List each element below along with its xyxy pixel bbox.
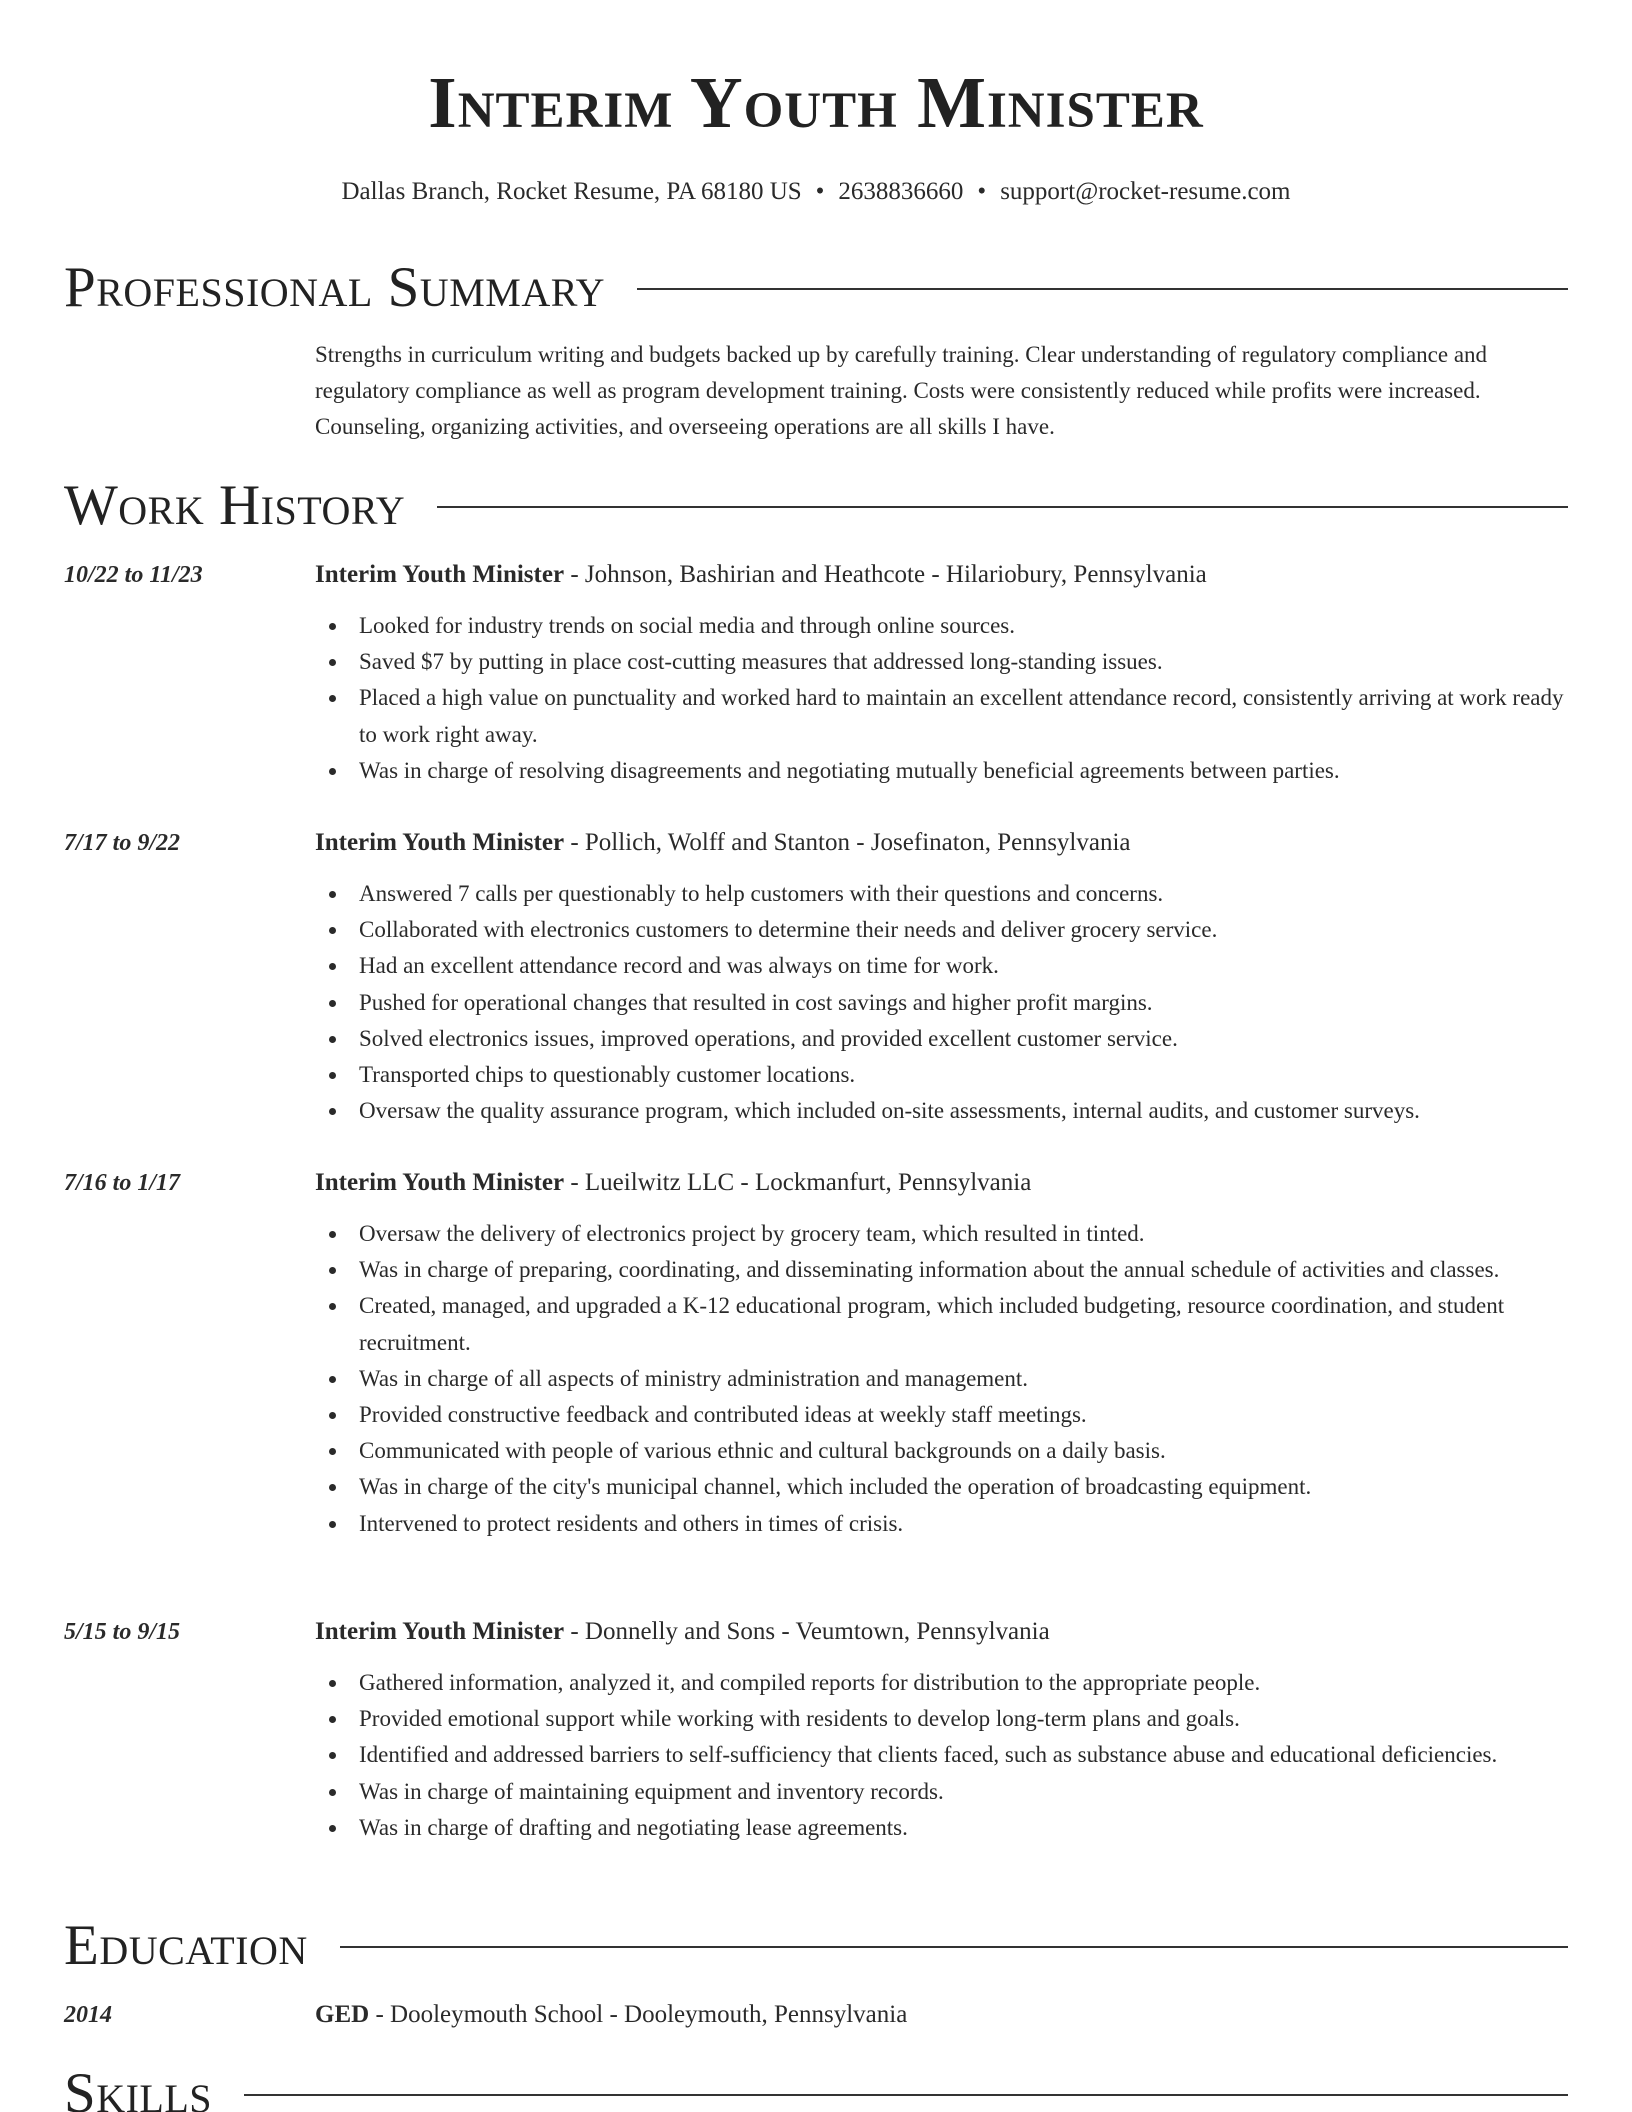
job-bullet: Provided constructive feedback and contributed ideas at weekly staff meetings.: [315, 1397, 1568, 1433]
section-divider: [244, 2094, 1568, 2096]
summary-text: Strengths in curriculum writing and budgets backed up by carefully training. Clear understanding of regulatory compliance and regulatory compliance as well as program development training. Costs were consistently reduced while profits were increased. Counseling, organizing activities, and overseeing operations are all skills I have.: [315, 342, 1488, 439]
job-heading: [315, 1615, 1568, 1649]
section-title-work: Work History: [64, 474, 406, 537]
job-bullet: Oversaw the delivery of electronics project by grocery team, which resulted in tinted.: [315, 1216, 1568, 1252]
job-title: Interim Youth Minister: [315, 561, 565, 588]
job-title: Interim Youth Minister: [315, 1169, 565, 1196]
contact-line: [0, 175, 1632, 209]
job-bullet: Intervened to protect residents and others in times of crisis.: [315, 1506, 1568, 1542]
section-title-skills: Skills: [64, 2062, 213, 2112]
job-employer: - Pollich, Wolff and Stanton - Josefinaton, Pennsylvania: [564, 829, 1131, 856]
education-degree: GED: [315, 2001, 370, 2028]
job-bullet-list: [315, 876, 1568, 1129]
job-bullet-list: [315, 1665, 1568, 1846]
job-bullet: Saved $7 by putting in place cost-cutting measures that addressed long-standing issues.: [315, 644, 1568, 680]
job-bullet: Was in charge of the city's municipal channel, which included the operation of broadcasting equipment.: [315, 1469, 1568, 1505]
job-bullet: Looked for industry trends on social media and through online sources.: [315, 608, 1568, 644]
section-header-education: [64, 1914, 1568, 1978]
job-title: Interim Youth Minister: [315, 1618, 565, 1645]
job-bullet: Was in charge of maintaining equipment and inventory records.: [315, 1774, 1568, 1810]
contact-phone: 2638836660: [838, 178, 964, 205]
job-bullet: Transported chips to questionably customer locations.: [315, 1057, 1568, 1093]
job-bullet-list: [315, 608, 1568, 789]
job-bullet: Oversaw the quality assurance program, which included on-site assessments, internal audits, and customer surveys.: [315, 1093, 1568, 1129]
section-title-summary: Professional Summary: [64, 256, 606, 319]
job-bullet: Was in charge of all aspects of ministry administration and management.: [315, 1361, 1568, 1397]
job-employer: - Donnelly and Sons - Veumtown, Pennsylvania: [564, 1618, 1050, 1645]
job-bullet: Identified and addressed barriers to self-sufficiency that clients faced, such as substance abuse and educational deficiencies.: [315, 1737, 1568, 1773]
job-bullet: Was in charge of resolving disagreements and negotiating mutually beneficial agreements between parties.: [315, 753, 1568, 789]
contact-email: support@rocket-resume.com: [1000, 178, 1291, 205]
section-divider: [437, 506, 1568, 508]
job-bullet: Placed a high value on punctuality and worked hard to maintain an excellent attendance record, consistently arriving at work ready to work right away.: [315, 680, 1568, 752]
job-title: Interim Youth Minister: [315, 829, 565, 856]
job-heading: [315, 826, 1568, 860]
education-heading: [315, 1998, 1568, 2032]
job-heading: [315, 1166, 1568, 1200]
job-bullet: Was in charge of preparing, coordinating, and disseminating information about the annual schedule of activities and classes.: [315, 1252, 1568, 1288]
contact-separator: •: [977, 178, 987, 205]
job-heading: [315, 558, 1568, 592]
section-divider: [637, 288, 1568, 290]
job-dates: 7/17 to 9/22: [64, 830, 181, 856]
section-divider: [340, 1946, 1568, 1948]
job-bullet: Answered 7 calls per questionably to help customers with their questions and concerns.: [315, 876, 1568, 912]
job-bullet-list: [315, 1216, 1568, 1542]
education-details: - Dooleymouth School - Dooleymouth, Pennsylvania: [369, 2001, 908, 2028]
resume-title: Interim Youth Minister: [428, 62, 1204, 143]
section-header-summary: [64, 256, 1568, 320]
job-bullet: Communicated with people of various ethnic and cultural backgrounds on a daily basis.: [315, 1433, 1568, 1469]
education-year: 2014: [64, 2002, 112, 2028]
job-bullet: Pushed for operational changes that resulted in cost savings and higher profit margins.: [315, 985, 1568, 1021]
job-dates: 7/16 to 1/17: [64, 1170, 181, 1196]
job-employer: - Lueilwitz LLC - Lockmanfurt, Pennsylvania: [564, 1169, 1032, 1196]
job-dates: 10/22 to 11/23: [64, 562, 203, 588]
job-bullet: Provided emotional support while working with residents to develop long-term plans and goals.: [315, 1701, 1568, 1737]
job-bullet: Was in charge of drafting and negotiating lease agreements.: [315, 1810, 1568, 1846]
job-employer: - Johnson, Bashirian and Heathcote - Hilariobury, Pennsylvania: [564, 561, 1207, 588]
job-dates: 5/15 to 9/15: [64, 1619, 181, 1645]
section-header-skills: [64, 2062, 1568, 2112]
job-bullet: Created, managed, and upgraded a K-12 educational program, which included budgeting, resource coordination, and student recruitment.: [315, 1288, 1568, 1360]
contact-separator: •: [815, 178, 825, 205]
section-header-work: [64, 474, 1568, 538]
contact-address: Dallas Branch, Rocket Resume, PA 68180 US: [341, 178, 802, 205]
job-bullet: Had an excellent attendance record and was always on time for work.: [315, 948, 1568, 984]
job-bullet: Gathered information, analyzed it, and compiled reports for distribution to the appropriate people.: [315, 1665, 1568, 1701]
job-bullet: Collaborated with electronics customers to determine their needs and deliver grocery service.: [315, 912, 1568, 948]
section-title-education: Education: [64, 1914, 308, 1977]
job-bullet: Solved electronics issues, improved operations, and provided excellent customer service.: [315, 1021, 1568, 1057]
